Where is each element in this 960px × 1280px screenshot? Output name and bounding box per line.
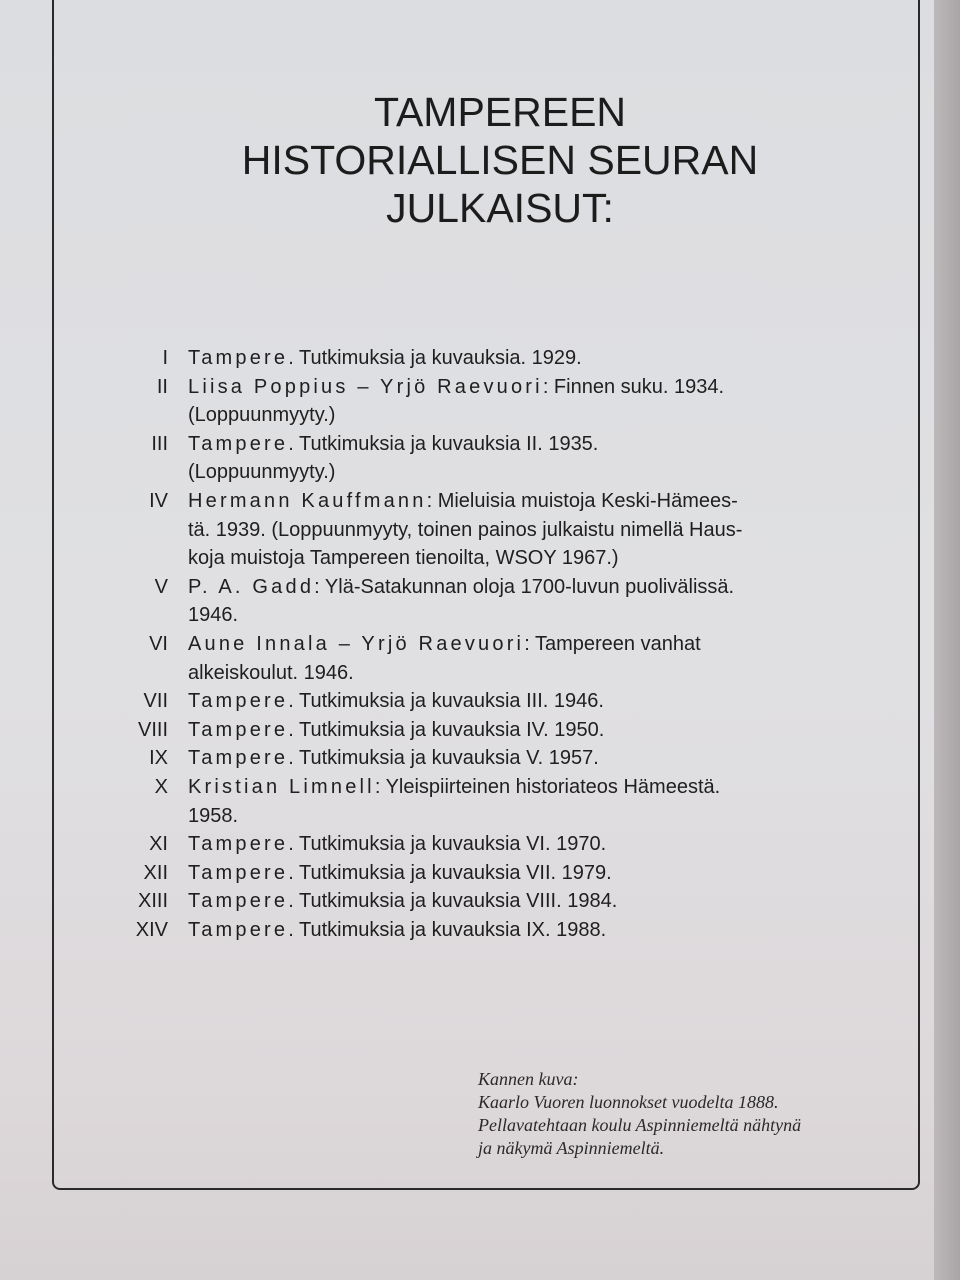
entry-number	[120, 516, 188, 545]
entry-text	[188, 601, 840, 630]
entry-number	[120, 601, 188, 630]
list-item	[120, 344, 840, 373]
entry-number: VI	[149, 632, 168, 655]
title-line: JULKAISUT:	[386, 185, 614, 231]
entry-number	[120, 458, 188, 487]
entry-text	[188, 373, 840, 402]
entry-author: Tampere	[188, 432, 289, 455]
entry-text	[188, 430, 840, 459]
entry-text	[188, 659, 840, 688]
entry-author: Tampere	[188, 833, 289, 856]
entry-author: Tampere	[188, 718, 289, 741]
entry-title: tä. 1939. (Loppuunmyyty, toinen painos julkaistu nimellä Haus-	[188, 518, 743, 541]
title-line: HISTORIALLISEN SEURAN	[241, 137, 759, 183]
entry-title: (Loppuunmyyty.)	[188, 461, 336, 484]
entry-number	[120, 401, 188, 430]
list-item	[120, 916, 840, 945]
entry-title: . Tutkimuksia ja kuvauksia V. 1957.	[288, 747, 599, 770]
caption-line: Kaarlo Vuoren luonnokset vuodelta 1888.	[478, 1092, 779, 1112]
caption-line: Kannen kuva:	[478, 1069, 579, 1089]
entry-text	[188, 830, 840, 859]
list-item	[120, 744, 840, 773]
entry-number	[120, 659, 188, 688]
entry-line	[120, 687, 840, 716]
entry-title: : Ylä-Satakunnan oloja 1700-luvun puolivälissä.	[314, 575, 735, 598]
entry-line	[120, 887, 840, 916]
list-item	[120, 716, 840, 745]
entry-author: Tampere	[188, 347, 289, 369]
entry-title: . Tutkimuksia ja kuvauksia VII. 1979.	[288, 861, 612, 884]
entry-text	[188, 859, 840, 888]
entry-line	[120, 573, 840, 602]
entry-text	[188, 573, 840, 602]
entry-number	[120, 802, 188, 831]
entry-line	[120, 802, 840, 831]
entry-text	[188, 544, 840, 573]
cover-caption	[478, 1068, 801, 1160]
list-item	[120, 630, 840, 687]
entry-author: Tampere	[188, 890, 289, 913]
entry-number: I	[162, 347, 168, 369]
entry-line	[120, 458, 840, 487]
entry-title: . Tutkimuksia ja kuvauksia II. 1935.	[288, 432, 599, 455]
caption-line: Pellavatehtaan koulu Aspinniemeltä nähtynä	[478, 1115, 802, 1135]
entry-author: Tampere	[188, 918, 289, 941]
entry-line	[120, 830, 840, 859]
entry-number: VIII	[137, 718, 168, 741]
entry-line	[120, 859, 840, 888]
entry-line	[120, 344, 840, 373]
entry-text	[188, 344, 840, 373]
entry-text	[188, 687, 840, 716]
entry-text	[188, 773, 840, 802]
entry-number: VII	[143, 690, 168, 713]
list-item	[120, 573, 840, 630]
entry-title: . Tutkimuksia ja kuvauksia IX. 1988.	[288, 918, 607, 941]
entry-number: V	[154, 575, 168, 598]
list-item	[120, 430, 840, 487]
entry-title: . Tutkimuksia ja kuvauksia VIII. 1984.	[288, 890, 618, 913]
entry-number: XIV	[135, 918, 168, 941]
entry-text	[188, 916, 840, 945]
entry-author: Tampere	[188, 861, 289, 884]
entry-text	[188, 487, 840, 516]
entry-title: : Finnen suku. 1934.	[542, 375, 725, 398]
entry-line	[120, 601, 840, 630]
entry-line	[120, 487, 840, 516]
entry-line	[120, 516, 840, 545]
page-title	[180, 88, 820, 232]
entry-number	[120, 544, 188, 573]
list-item	[120, 773, 840, 830]
entry-number: II	[156, 375, 168, 398]
background-mat	[934, 0, 960, 1280]
entry-author: Tampere	[188, 690, 289, 713]
entry-title: alkeiskoulut. 1946.	[188, 661, 354, 684]
entry-number: IV	[149, 489, 168, 512]
entry-title: 1946.	[188, 604, 239, 627]
caption-line: ja näkymä Aspinniemeltä.	[478, 1138, 665, 1158]
entry-text	[188, 401, 840, 430]
entry-author: Aune Innala – Yrjö Raevuori	[188, 632, 525, 655]
entry-line	[120, 373, 840, 402]
entry-line	[120, 773, 840, 802]
entry-text	[188, 516, 840, 545]
entry-line	[120, 716, 840, 745]
entry-author: Liisa Poppius – Yrjö Raevuori	[188, 375, 543, 398]
entry-line	[120, 916, 840, 945]
entry-line	[120, 659, 840, 688]
entry-text	[188, 630, 840, 659]
entry-text	[188, 458, 840, 487]
list-item	[120, 487, 840, 573]
entry-text	[188, 887, 840, 916]
entry-text	[188, 744, 840, 773]
entry-number: IX	[149, 747, 168, 770]
list-item	[120, 859, 840, 888]
entry-line	[120, 544, 840, 573]
entry-line	[120, 401, 840, 430]
entry-line	[120, 430, 840, 459]
entry-title: . Tutkimuksia ja kuvauksia IV. 1950.	[288, 718, 605, 741]
entry-author: Hermann Kauffmann	[188, 489, 427, 512]
entry-author: Kristian Limnell	[188, 775, 375, 798]
entry-text	[188, 716, 840, 745]
entry-number: XIII	[137, 890, 168, 913]
entry-title: : Tampereen vanhat	[524, 632, 701, 655]
entry-number: III	[151, 432, 168, 455]
entry-number: XII	[143, 861, 168, 884]
entry-title: koja muistoja Tampereen tienoilta, WSOY 1967.)	[188, 547, 619, 570]
entry-title: (Loppuunmyyty.)	[188, 404, 336, 427]
entry-line	[120, 744, 840, 773]
entry-text	[188, 802, 840, 831]
entry-author: Tampere	[188, 747, 289, 770]
entry-title: . Tutkimuksia ja kuvauksia. 1929.	[288, 347, 582, 369]
entry-title: 1958.	[188, 804, 239, 827]
title-line: TAMPEREEN	[373, 89, 627, 135]
entry-title: : Yleispiirteinen historiateos Hämeestä.	[374, 775, 721, 798]
entry-title: . Tutkimuksia ja kuvauksia VI. 1970.	[288, 833, 607, 856]
list-item	[120, 887, 840, 916]
entry-title: . Tutkimuksia ja kuvauksia III. 1946.	[288, 690, 604, 713]
entry-title: : Mieluisia muistoja Keski-Hämees-	[426, 489, 738, 512]
list-item	[120, 687, 840, 716]
publication-list	[120, 344, 840, 944]
entry-line	[120, 630, 840, 659]
entry-author: P. A. Gadd	[188, 575, 315, 598]
list-item	[120, 373, 840, 430]
entry-number: X	[154, 775, 168, 798]
entry-number: XI	[149, 833, 168, 856]
list-item	[120, 830, 840, 859]
